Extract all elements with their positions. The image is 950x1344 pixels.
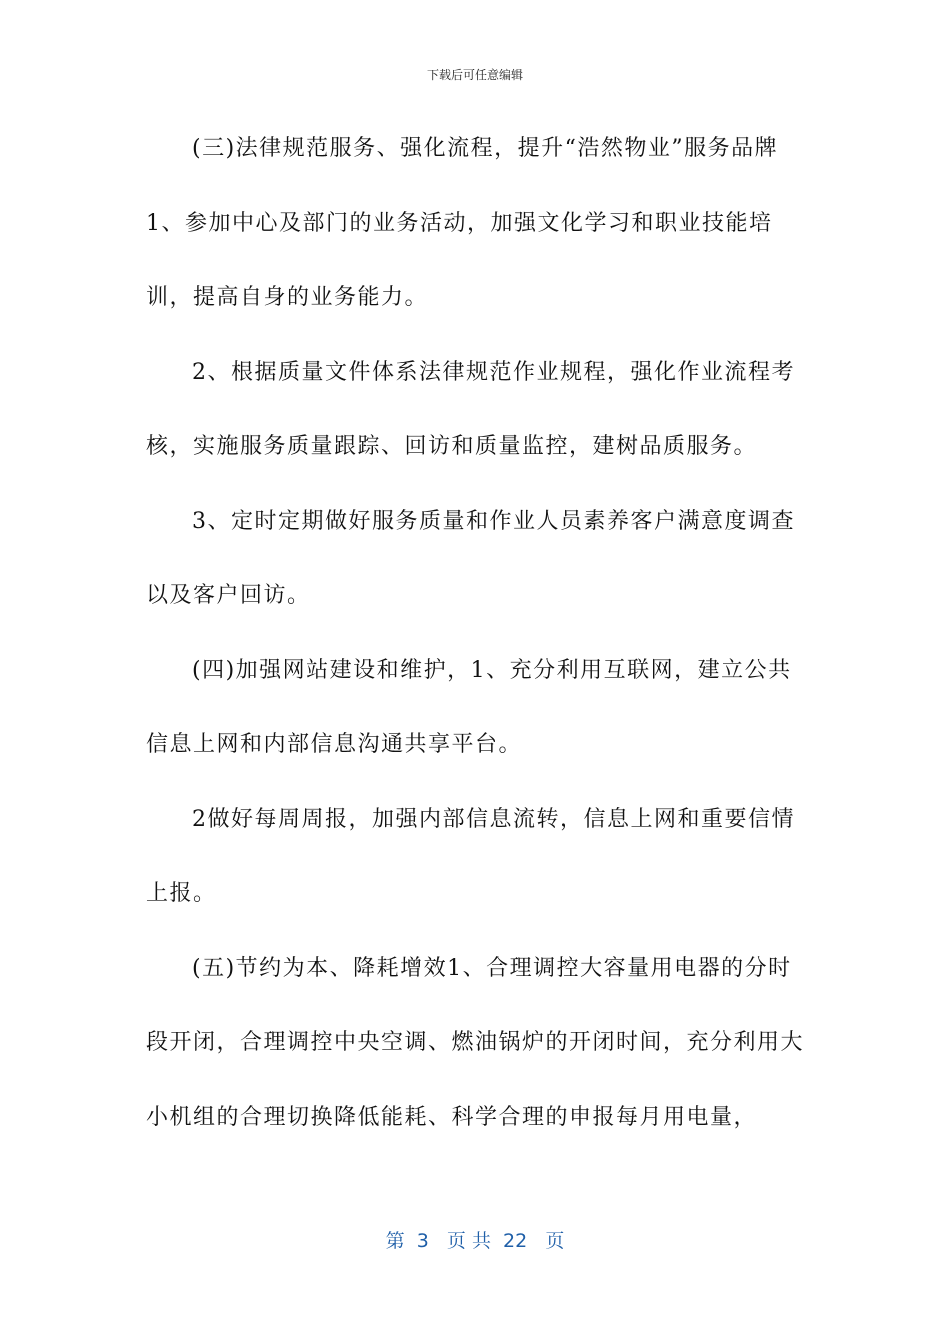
paragraph-section-3: (三)法律规范服务、强化流程，提升“浩然物业”服务品牌1、参加中心及部门的业务活动，加强文化学习和职业技能培训，提高自身的业务能力。 xyxy=(146,136,779,310)
document-body xyxy=(146,112,806,1155)
paragraph-section-5: (五)节约为本、降耗增效1、合理调控大容量用电器的分时段开闭，合理调控中央空调、燃油锅炉的开闭时间，充分利用大小机组的合理切换降低能耗、科学合理的申报每月用电量， xyxy=(146,955,805,1130)
page-number-footer: 第 3 页 共 22 页 xyxy=(385,1230,565,1252)
paragraph-section-4: (四)加强网站建设和维护，1、充分利用互联网，建立公共信息上网和内部信息沟通共享平台。 xyxy=(146,657,792,757)
paragraph-item-3: 3、定时定期做好服务质量和作业人员素养客户满意度调查以及客户回访。 xyxy=(146,508,795,608)
page-header: 下载后可任意编辑 xyxy=(426,68,523,82)
paragraph-weekly-report: 2做好每周周报，加强内部信息流转，信息上网和重要信情上报。 xyxy=(146,806,795,906)
paragraph-item-2: 2、根据质量文件体系法律规范作业规程，强化作业流程考核，实施服务质量跟踪、回访和质量监控，建树品质服务。 xyxy=(146,359,795,459)
